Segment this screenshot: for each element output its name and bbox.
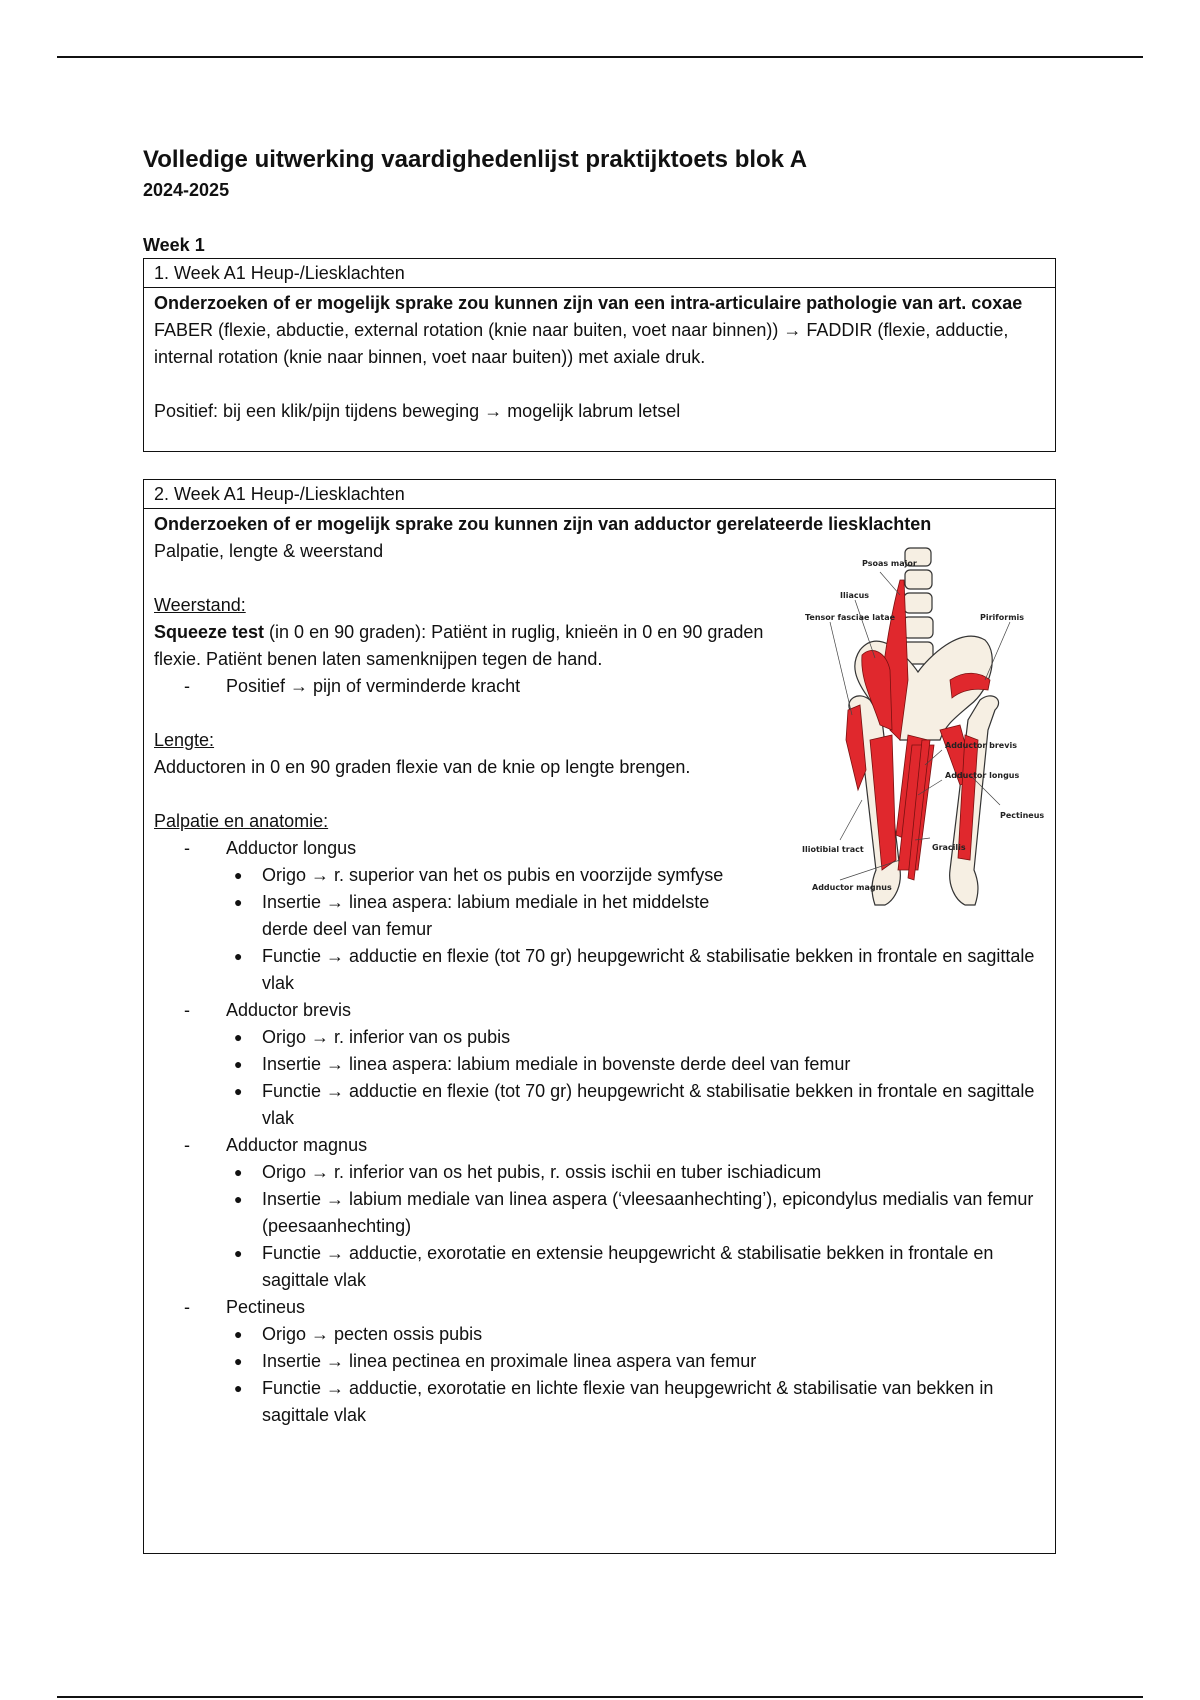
list-item: ● Insertie → linea pectinea en proximale linea aspera van femur bbox=[234, 1351, 757, 1371]
muscle-name: Adductor brevis bbox=[226, 1000, 352, 1020]
week-label: Week 1 bbox=[143, 235, 205, 255]
list-item: ● Origo → r. superior van het os pubis en voorzijde symfyse bbox=[234, 865, 724, 885]
document-year: 2024-2025 bbox=[143, 180, 230, 200]
list-item: ● Functie → adductie, exorotatie en lichte flexie van heupgewricht & stabilisatie van bekken in sagittale vlak bbox=[234, 1378, 994, 1425]
label-tensor: Tensor fasciae latae bbox=[805, 613, 896, 622]
muscle-name: Adductor longus bbox=[226, 838, 357, 858]
label-iliotibial: Iliotibial tract bbox=[802, 845, 864, 854]
document-title: Volledige uitwerking vaardighedenlijst praktijktoets blok A bbox=[143, 146, 808, 173]
label-gracilis: Gracilis bbox=[932, 843, 966, 852]
skill-box-1-question: Onderzoeken of er mogelijk sprake zou kunnen zijn van een intra-articulaire pathologie van art. coxae bbox=[154, 293, 1023, 313]
muscle-name: Pectineus bbox=[226, 1297, 306, 1317]
list-item: ● Insertie → labium mediale van linea aspera (‘vleesaanhechting’), epicondylus medialis van femur (peesaanhechting) bbox=[234, 1189, 1034, 1236]
list-item: ● Origo → r. inferior van os het pubis, r. ossis ischii en tuber ischiadicum bbox=[234, 1162, 822, 1182]
lengte-text: Adductoren in 0 en 90 graden flexie van de knie op lengte brengen. bbox=[154, 757, 691, 777]
list-item: ● Origo → r. inferior van os pubis bbox=[234, 1027, 511, 1047]
skill-box-2-question: Onderzoeken of er mogelijk sprake zou kunnen zijn van adductor gerelateerde liesklachten bbox=[154, 514, 932, 534]
label-pectineus: Pectineus bbox=[1000, 811, 1045, 820]
label-adductor-longus: Adductor longus bbox=[945, 771, 1020, 780]
muscle-adductor-magnus: - Adductor magnus ● Origo → r. inferior van os het pubis, r. ossis ischii en tuber ischiadicum ● Insertie → labium mediale van linea aspera (‘vleesaanhechting’), epicondylus medialis van femur (peesaanhechting) ● Functie → adductie, exorotatie en extensie heupgewricht & stabilisatie bekken in frontale en sagittale vlak bbox=[184, 1132, 1045, 1294]
lengte-heading: Lengte: bbox=[154, 730, 215, 750]
muscle-name: Adductor magnus bbox=[226, 1135, 368, 1155]
top-rule bbox=[57, 56, 1143, 58]
hip-muscle-anatomy-illustration bbox=[800, 540, 1050, 925]
list-item: ● Functie → adductie en flexie (tot 70 gr) heupgewricht & stabilisatie bekken in frontale en sagittale vlak bbox=[234, 946, 1035, 993]
weerstand-heading: Weerstand: bbox=[154, 595, 246, 615]
skill-box-1-positive: Positief: bij een klik/pijn tijdens beweging → mogelijk labrum letsel bbox=[154, 401, 681, 421]
label-adductor-brevis: Adductor brevis bbox=[945, 741, 1017, 750]
palpatie-heading: Palpatie en anatomie: bbox=[154, 811, 329, 831]
list-item: ● Origo → pecten ossis pubis bbox=[234, 1324, 483, 1344]
muscle-adductor-brevis: - Adductor brevis ● Origo → r. inferior van os pubis ● Insertie → linea aspera: labium mediale in bovenste derde deel van femur ● Functie → adductie en flexie (tot 70 gr) heupgewricht & stabilisatie bekken in frontale en sagittale vlak bbox=[184, 997, 1045, 1132]
bottom-rule bbox=[57, 1696, 1143, 1698]
list-item: ● Functie → adductie, exorotatie en extensie heupgewricht & stabilisatie bekken in frontale en sagittale vlak bbox=[234, 1243, 994, 1290]
muscle-pectineus: - Pectineus ● Origo → pecten ossis pubis ● Insertie → linea pectinea en proximale linea aspera van femur ● Functie → adductie, exorotatie en lichte flexie van heupgewricht & stabilisatie van bekken in sagittale vlak bbox=[184, 1294, 1045, 1429]
muscle-adductor-longus: - Adductor longus ● Origo → r. superior van het os pubis en voorzijde symfyse ● Insertie → linea aspera: labium mediale in het middelste derde deel van femur ● Functie → adductie en flexie (tot 70 gr) heupgewricht & stabilisatie bekken in frontale en sagittale vlak bbox=[184, 835, 1045, 997]
list-item: ● Insertie → linea aspera: labium mediale in het middelste derde deel van femur bbox=[234, 892, 710, 939]
squeeze-test-label: Squeeze test bbox=[154, 622, 265, 642]
label-piriformis: Piriformis bbox=[980, 613, 1025, 622]
label-adductor-magnus: Adductor magnus bbox=[812, 883, 892, 892]
label-iliacus: Iliacus bbox=[840, 591, 870, 600]
skill-box-1 bbox=[143, 258, 1056, 452]
list-item: ● Insertie → linea aspera: labium mediale in bovenste derde deel van femur bbox=[234, 1054, 851, 1074]
skill-box-2-header: 2. Week A1 Heup-/Liesklachten bbox=[144, 480, 1055, 509]
skill-box-1-text: FABER (flexie, abductie, external rotation (knie naar buiten, voet naar binnen)) → FADDIR (flexie, adductie, internal rotation (knie naar binnen, voet naar buiten)) met axiale druk. bbox=[154, 320, 1009, 367]
squeeze-positive-item: - Positief → pijn of verminderde kracht bbox=[184, 676, 521, 696]
skill-box-2-intro: Palpatie, lengte & weerstand bbox=[154, 541, 384, 561]
squeeze-test-paragraph bbox=[154, 619, 764, 673]
list-item: ● Functie → adductie en flexie (tot 70 gr) heupgewricht & stabilisatie bekken in frontale en sagittale vlak bbox=[234, 1081, 1035, 1128]
label-psoas: Psoas major bbox=[862, 559, 917, 568]
skill-box-1-header: 1. Week A1 Heup-/Liesklachten bbox=[144, 259, 1055, 288]
squeeze-test-text: (in 0 en 90 graden): Patiënt in ruglig, knieën in 0 en 90 graden flexie. Patiënt benen laten samenknijpen tegen de hand. bbox=[154, 622, 764, 669]
